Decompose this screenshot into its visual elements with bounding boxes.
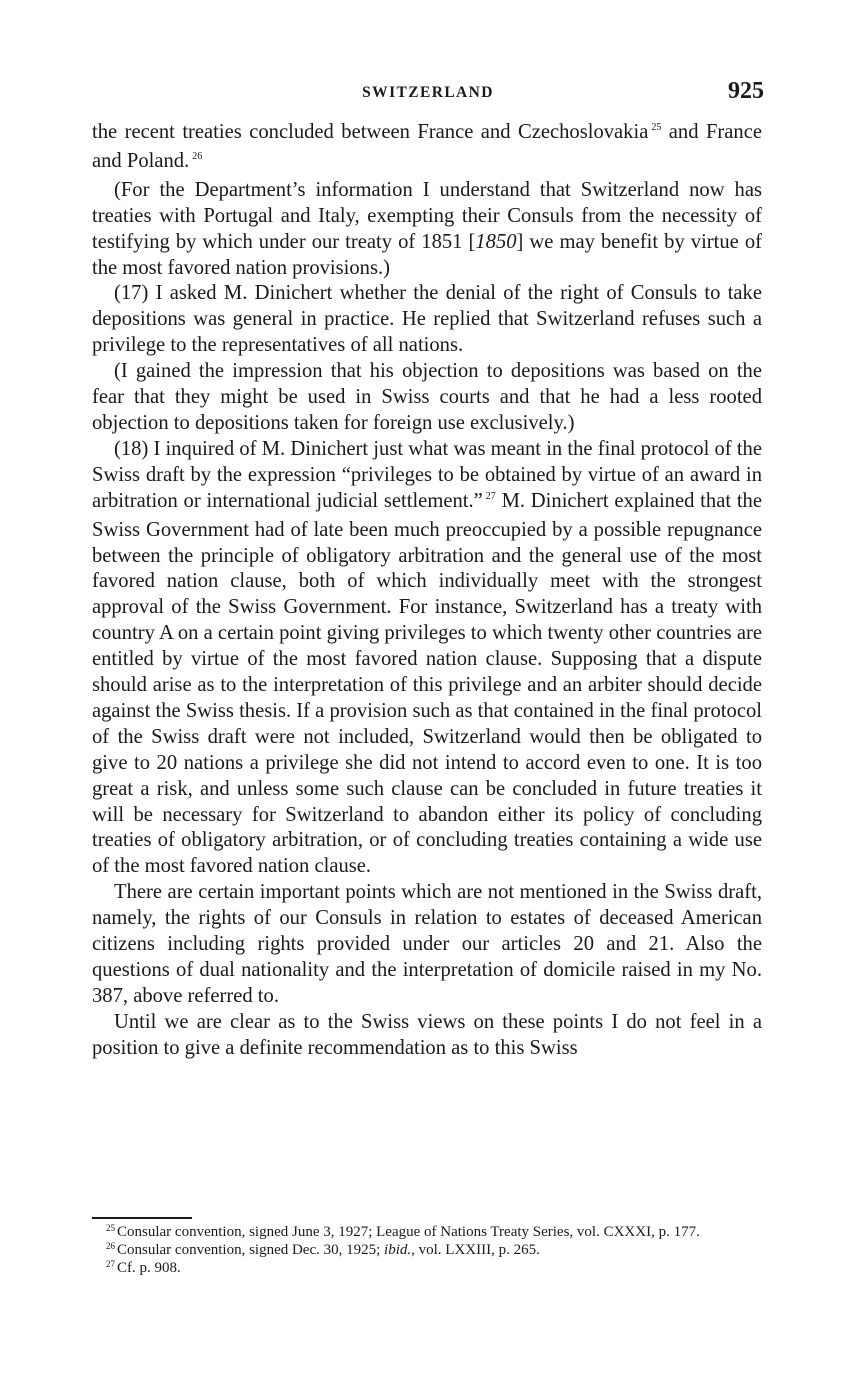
bracketed-year: 1850: [475, 230, 517, 253]
footnotes: [92, 1224, 762, 1279]
body-text: [92, 120, 762, 1062]
paragraph-text: (For the Department’s information I understand that Switzerland now has treaties with Portugal and Italy, exempting their Consuls from the necessity of testifying by which under our treaty of 1851 [: [92, 178, 762, 253]
paragraph-continuation: [92, 120, 762, 178]
footnote-ref: 26: [192, 150, 203, 162]
page-header: [92, 78, 764, 108]
paragraph-text: M. Dinichert explained that the Swiss Government had of late been much preoccupied by a possible repugnance between the principle of obligatory arbitration and the general use of the most favored nation clause, both of which individually meet with the strongest approval of the Swiss Government. For instance, Switzerland has a treaty with country A on a certain point giving privileges to which twenty other countries are entitled by virtue of the most favored nation clause. Supposing that a dispute should arise as to the interpretation of this privilege and an arbiter should decide against the Swiss thesis. If a provision such as that contained in the final protocol of the Swiss draft were not included, Switzerland would then be obligated to give to 20 nations a privilege she did not intend to accord even to one. It is too great a risk, and unless some such clause can be concluded in future treaties it will be necessary for Switzerland to abandon either its policy of concluding treaties of obligatory arbitration, or of concluding treaties containing a wide use of the most favored nation clause.: [92, 489, 762, 878]
footnote-mark: 27: [106, 1259, 115, 1270]
paragraph-text: and France and Poland.: [92, 121, 762, 172]
footnote-ref: 27: [485, 490, 496, 502]
footnote-text: Consular convention, signed June 3, 1927; League of Nations Treaty Series, vol. CXXXI, p. 177.: [117, 1224, 700, 1240]
paragraph: Until we are clear as to the Swiss views on these points I do not feel in a position to give a definite recommendation as to this Swiss: [92, 1010, 762, 1059]
footnote-italic: ibid.: [384, 1242, 412, 1259]
footnote-text: , vol. LXXIII, p. 265.: [411, 1242, 540, 1259]
paragraph: [92, 178, 762, 282]
footnote-text: Cf. p. 908.: [117, 1260, 181, 1277]
footnote-text: Consular convention, signed Dec. 30, 1925;: [117, 1242, 385, 1259]
running-head: SWITZERLAND: [362, 84, 494, 101]
paragraph: [92, 437, 762, 880]
footnote-mark: 26: [106, 1241, 115, 1252]
paragraph: (17) I asked M. Dinichert whether the denial of the right of Consuls to take depositions was general in practice. He replied that Switzerland refuses such a privilege to the representatives of all nations.: [92, 282, 762, 357]
footnote-divider: [92, 1217, 192, 1219]
footnote: [92, 1242, 762, 1260]
paragraph-text: ] we may benefit by virtue of the most favored nation provisions.): [92, 230, 762, 279]
paragraph: (I gained the impression that his objection to depositions was based on the fear that they might be used in Swiss courts and that he had a less rooted objection to depositions taken for foreign use exclusively.): [92, 360, 762, 434]
page-number: 925: [728, 78, 764, 104]
paragraph-text: (18) I inquired of M. Dinichert just what was meant in the final protocol of the Swiss draft by the expression “privileges to be obtained by virtue of an award in arbitration or international judicial settlement.”: [92, 437, 762, 512]
footnote: [92, 1260, 762, 1278]
footnote-mark: 25: [106, 1223, 115, 1233]
footnote-ref: 25: [651, 122, 662, 133]
paragraph: There are certain important points which are not mentioned in the Swiss draft, namely, the rights of our Consuls in relation to estates of deceased American citizens including rights provided under our articles 20 and 21. Also the questions of dual nationality and the interpretation of domicile raised in my No. 387, above referred to.: [92, 881, 762, 1007]
paragraph-text: the recent treaties concluded between France and Czechoslovakia: [92, 121, 649, 143]
footnote: [92, 1224, 762, 1242]
